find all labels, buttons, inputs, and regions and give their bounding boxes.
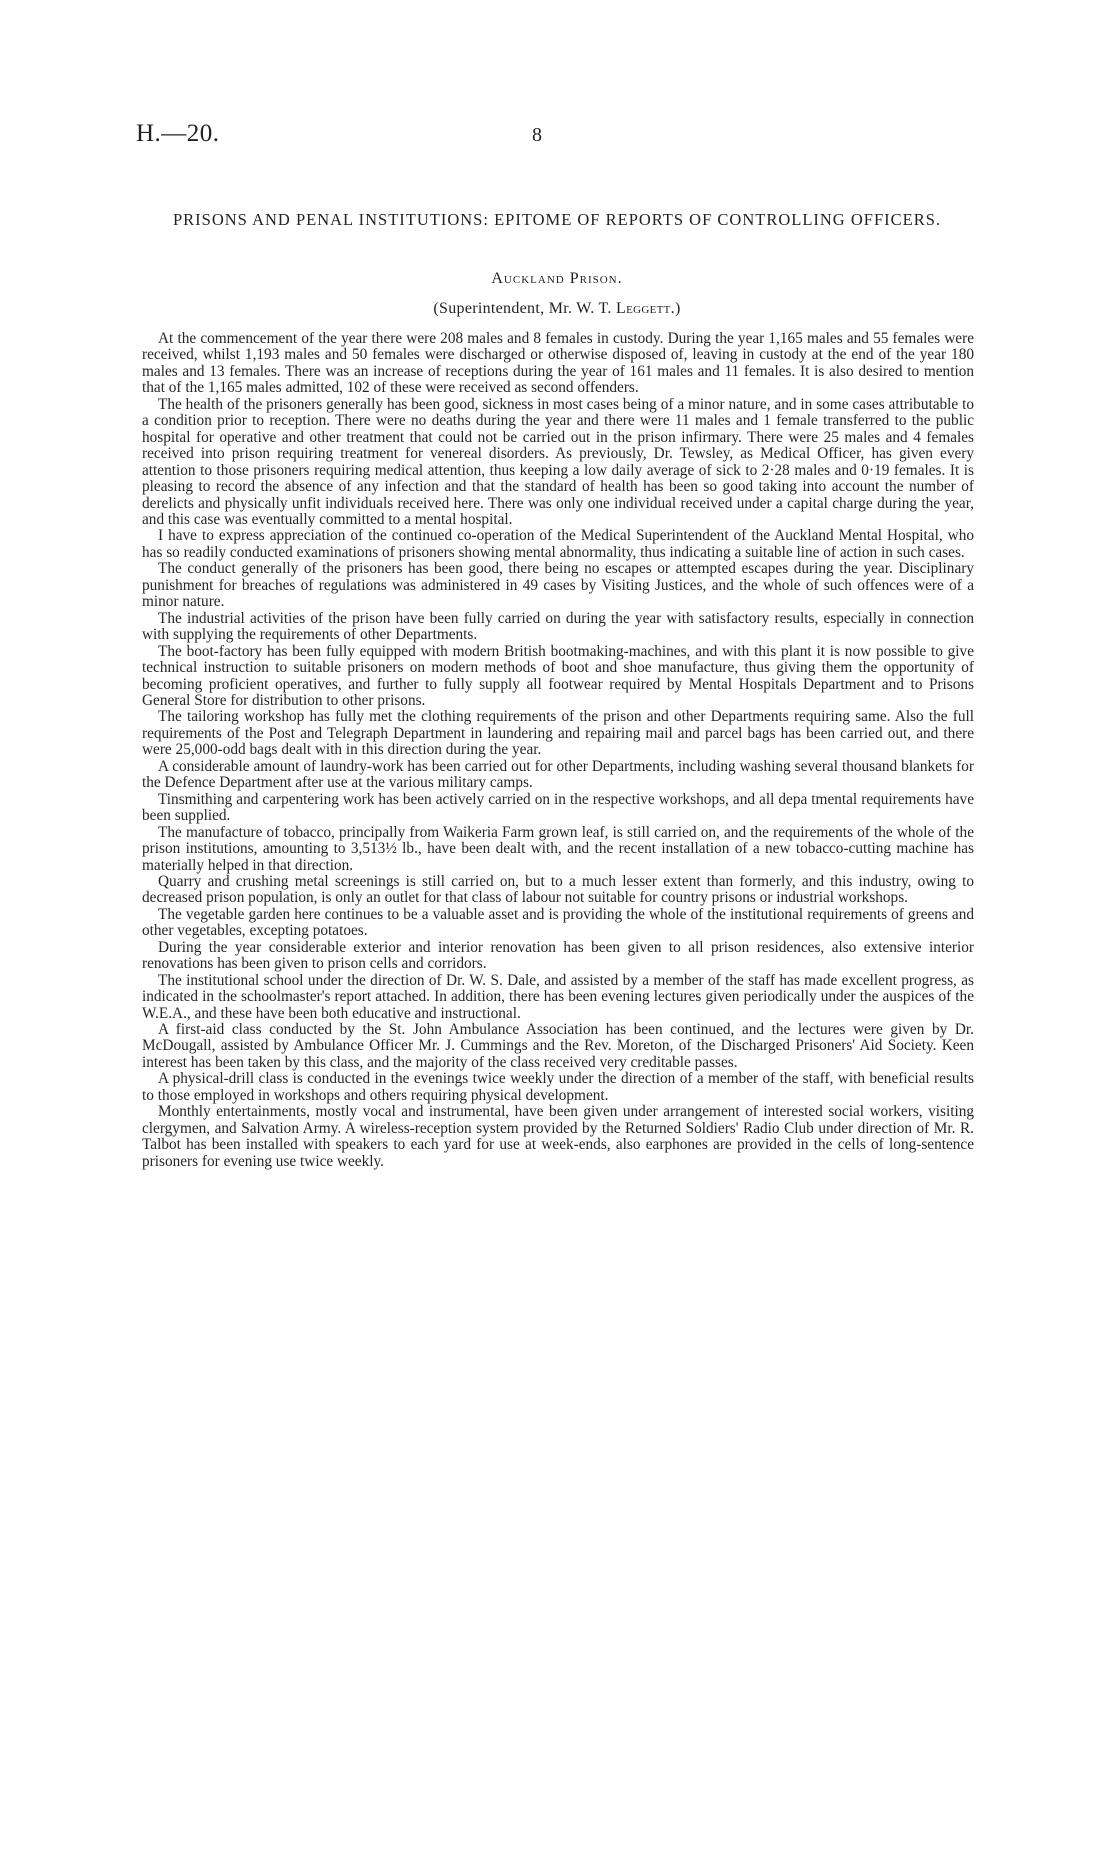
paragraph-laundry: A considerable amount of laundry-work has been carried out for other Departments, including washing several thousand blankets for the Defence Department after use at the various military camps. — [142, 757, 974, 792]
page-number: 8 — [532, 124, 542, 146]
paragraph-school: The institutional school under the direction of Dr. W. S. Dale, and assisted by a member of the staff has made excellent progress, as indicated in the schoolmaster's report attached. In addition, there has been evening lectures given periodically under the auspices of the W.E.A., and these have been both educative and instructional. — [142, 971, 974, 1022]
superintendent-line — [142, 300, 972, 318]
document-id: H.—20. — [136, 120, 220, 147]
paragraph-renovation: During the year considerable exterior and interior renovation has been given to all prison residences, also extensive interior renovations has been given to prison cells and corridors. — [142, 938, 974, 973]
paragraph-garden: The vegetable garden here continues to be a valuable asset and is providing the whole of the institutional requirements of greens and other vegetables, excepting potatoes. — [142, 905, 974, 940]
paragraph-conduct: The conduct generally of the prisoners has been good, there being no escapes or attempted escapes during the year. Disciplinary punishment for breaches of regulations was administered in 49 cases by Visiting Justices, and the whole of such offences were of a minor nature. — [142, 560, 974, 611]
paragraph-quarry: Quarry and crushing metal screenings is still carried on, but to a much lesser extent than formerly, and this industry, owing to decreased prison population, is only an outlet for that class of labour not suitable for country prisons or industrial workshops. — [142, 872, 974, 907]
superintendent-suffix: .) — [670, 300, 681, 317]
paragraph-boot-factory: The boot-factory has been fully equipped with modern British bootmaking-machines, and with this plant it is now possible to give technical instruction to suitable prisoners on modern methods of boot and shoe manufacture, thus giving them the opportunity of becoming proficient operatives, and further to fully supply all footwear required by Mental Hospitals Department and to Prisons General Store for distribution to other prisons. — [142, 642, 974, 709]
paragraph-health: The health of the prisoners generally has been good, sickness in most cases being of a minor nature, and in some cases attributable to a condition prior to reception. There were no deaths during the year and there were 11 males and 1 female transferred to the public hospital for operative and other treatment that could not be carried out in the prison infirmary. There were 25 males and 4 females received into prison requiring treatment for venereal disorders. As previously, Dr. Tewsley, as Medical Officer, has given every attention to those prisoners requiring medical attention, thus keeping a low daily average of sick to 2·28 males and 0·19 females. It is pleasing to record the absence of any infection and that the standard of health has been so good taking into account the number of derelicts and physically unfit individuals received here. There was only one individual received under a capital charge during the year, and this case was eventually committed to a mental hospital. — [142, 395, 974, 528]
paragraph-physical-drill: A physical-drill class is conducted in the evenings twice weekly under the direction of a member of the staff, with beneficial results to those employed in workshops and others requiring physical development. — [142, 1070, 974, 1104]
paragraph-tinsmithing: Tinsmithing and carpentering work has been actively carried on in the respective workshops, and all depa tmental requirements have been supplied. — [142, 790, 974, 825]
paragraph-industrial: The industrial activities of the prison have been fully carried on during the year with satisfactory results, especially in connection with supplying the requirements of other Departments. — [142, 609, 974, 644]
paragraph-entertainments: Monthly entertainments, mostly vocal and instrumental, have been given under arrangement of interested social workers, visiting clergymen, and Salvation Army. A wireless-reception system provided by the Returned Soldiers' Radio Club under direction of Mr. R. Talbot has been installed with speakers to each yard for use at week-ends, also earphones are provided in the cells of long-sentence prisoners for evening use twice weekly. — [142, 1103, 974, 1170]
paragraph-custody: At the commencement of the year there were 208 males and 8 females in custody. During the year 1,165 males and 55 females were received, whilst 1,193 males and 50 females were discharged or otherwise disposed of, leaving in custody at the end of the year 180 males and 13 females. There was an increase of receptions during the year of 161 males and 11 females. It is also desired to mention that of the 1,165 males admitted, 102 of these were received as second offenders. — [142, 330, 974, 397]
paragraph-first-aid: A first-aid class conducted by the St. John Ambulance Association has been continued, and the lectures were given by Dr. McDougall, assisted by Ambulance Officer Mr. J. Cummings and the Rev. Moreton, of the Discharged Prisoners' Aid Society. Keen interest has been taken by this class, and the majority of the class received very creditable passes. — [142, 1021, 974, 1071]
paragraph-tailoring: The tailoring workshop has fully met the clothing requirements of the prison and other Departments requiring same. Also the full requirements of the Post and Telegraph Department in laundering and repairing mail and parcel bags has been carried out, and there were 25,000-odd bags dealt with in this direction during the year. — [142, 708, 974, 759]
paragraph-mental-hospital: I have to express appreciation of the continued co-operation of the Medical Superintendent of the Auckland Mental Hospital, who has so readily conducted examinations of prisoners showing mental abnormality, thus indicating a suitable line of action in such cases. — [142, 527, 974, 561]
report-body — [142, 331, 974, 1170]
superintendent-prefix: (Superintendent, Mr. W. T. — [433, 300, 617, 317]
superintendent-name: Leggett — [616, 300, 671, 317]
section-heading: Auckland Prison. — [491, 270, 623, 287]
paragraph-tobacco: The manufacture of tobacco, principally from Waikeria Farm grown leaf, is still carried on, and the requirements of the whole of the prison institutions, amounting to 3,513½ lb., have been dealt with, and the recent installation of a new tobacco-cutting machine has materially helped in that direction. — [142, 823, 974, 874]
report-title: PRISONS AND PENAL INSTITUTIONS: EPITOME OF REPORTS OF CONTROLLING OFFICERS. — [173, 210, 941, 229]
